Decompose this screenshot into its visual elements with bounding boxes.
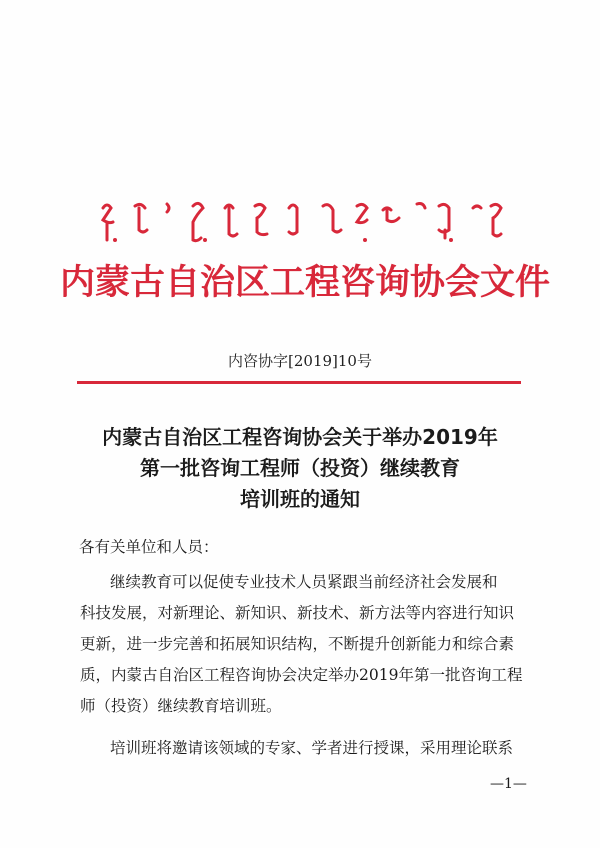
- body-paragraph-line: 培训班将邀请该领域的专家、学者进行授课，采用理论联系: [110, 739, 514, 757]
- body-paragraph-line: 师（投资）继续教育培训班。: [80, 697, 282, 715]
- red-divider-rule: [77, 381, 521, 384]
- mongolian-script-header-icon: [95, 196, 505, 246]
- document-number: 内咨协字[2019]10号: [228, 352, 372, 370]
- body-paragraph-line: 继续教育可以促使专业技术人员紧跟当前经济社会发展和: [110, 573, 498, 591]
- notice-title-line-3: 培训班的通知: [240, 487, 360, 511]
- notice-title-line-2: 第一批咨询工程师（投资）继续教育: [140, 456, 460, 480]
- page-number: —1—: [490, 776, 527, 792]
- body-paragraph-line: 科技发展，对新理论、新知识、新技术、新方法等内容进行知识: [80, 604, 515, 622]
- salutation: 各有关单位和人员：: [79, 538, 219, 556]
- issuer-header-title: 内蒙古自治区工程咨询协会文件: [60, 263, 551, 303]
- notice-title-line-1: 内蒙古自治区工程咨询协会关于举办2019年: [102, 425, 498, 449]
- body-paragraph-line: 质，内蒙古自治区工程咨询协会决定举办2019年第一批咨询工程: [80, 666, 523, 684]
- body-paragraph-line: 更新，进一步完善和拓展知识结构，不断提升创新能力和综合素: [80, 635, 515, 653]
